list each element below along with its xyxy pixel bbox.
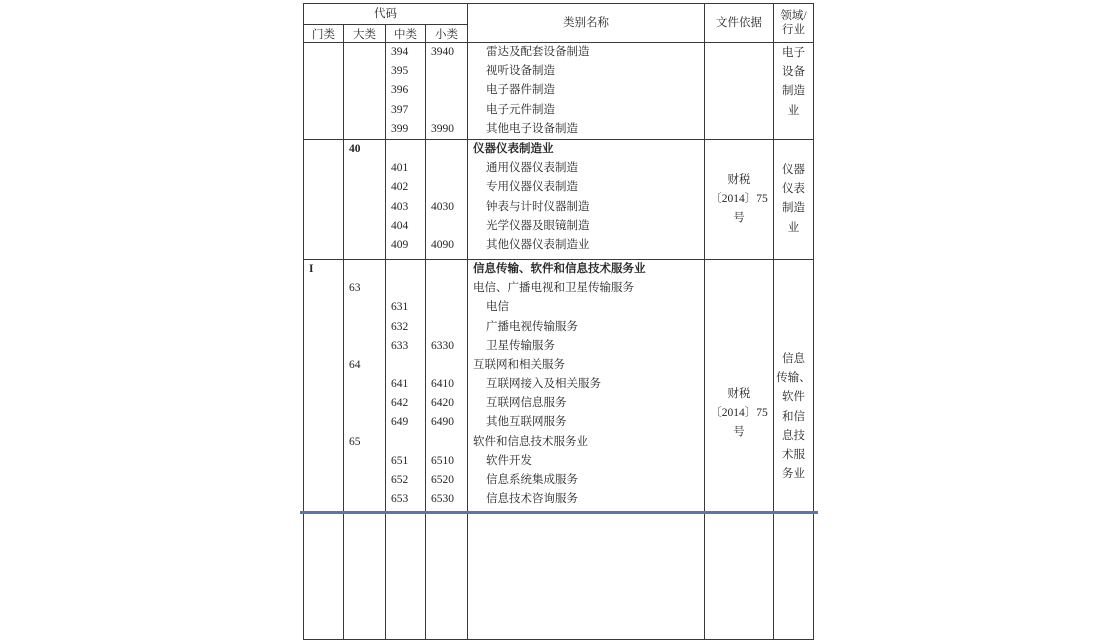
division-code	[349, 375, 385, 394]
field-industry-line: 息技	[782, 429, 805, 442]
class-code	[431, 140, 467, 159]
category-name: 其他互联网服务	[486, 416, 567, 429]
group-code: 633	[391, 339, 409, 352]
document-basis-line: 财税	[727, 387, 751, 400]
field-industry-line: 务业	[782, 468, 805, 481]
group-code: 395	[391, 65, 409, 78]
field-industry-line: 制造	[782, 85, 805, 98]
section-code: I	[309, 262, 314, 275]
block-information-technology	[304, 259, 814, 639]
header-row-code-group	[304, 4, 814, 25]
category-name-cell	[468, 259, 705, 639]
group-code: 631	[391, 301, 409, 314]
class-code: 6520	[431, 474, 454, 486]
class-code: 4090	[431, 238, 454, 251]
group-code: 403	[391, 200, 409, 213]
field-industry-line: 传输、	[776, 372, 811, 385]
code-group-header: 代码	[304, 4, 468, 25]
document-basis-line: 〔2014〕75	[710, 407, 768, 420]
class-code	[431, 279, 467, 298]
industry-classification-table	[303, 3, 814, 640]
group-code-cell	[386, 259, 426, 639]
class-code-cell	[426, 43, 468, 140]
group-code: 649	[391, 416, 409, 429]
category-name: 视听设备制造	[486, 65, 555, 78]
class-code	[431, 318, 467, 337]
field-industry-header-line2: 行业	[782, 24, 805, 36]
category-name-cell	[468, 139, 705, 259]
document-basis-line: 号	[733, 212, 745, 225]
section-code-cell	[304, 43, 344, 140]
category-name: 光学仪器及眼镜制造	[486, 219, 590, 232]
class-code: 6410	[431, 378, 454, 391]
group-code	[391, 260, 425, 279]
division-code: 63	[349, 282, 361, 295]
document-basis-cell	[705, 259, 774, 639]
division-code	[349, 337, 385, 356]
group-col-header: 中类	[386, 25, 426, 43]
field-industry-line: 信息	[782, 352, 805, 365]
class-code: 6330	[431, 339, 454, 352]
category-name: 通用仪器仪表制造	[486, 162, 578, 175]
group-code: 397	[391, 103, 409, 116]
division-code	[349, 394, 385, 413]
field-industry-line: 仪器	[782, 164, 805, 177]
group-code: 401	[391, 162, 409, 175]
class-code-cell	[426, 139, 468, 259]
class-code	[431, 81, 467, 100]
class-code: 6420	[431, 397, 454, 410]
division-code: 40	[349, 142, 361, 155]
field-industry-header	[774, 4, 814, 43]
class-code	[431, 298, 467, 317]
class-code: 4030	[431, 200, 454, 213]
group-code: 396	[391, 84, 409, 97]
field-industry-line: 业	[787, 221, 800, 234]
class-code: 6530	[431, 493, 454, 506]
category-name: 电子器件制造	[486, 84, 555, 97]
class-code: 6490	[431, 416, 454, 429]
group-code	[391, 140, 425, 159]
division-code	[349, 318, 385, 337]
division-code-cell	[344, 43, 386, 140]
category-name: 专用仪器仪表制造	[486, 181, 578, 194]
field-industry-line: 业	[787, 104, 800, 117]
document-basis-line: 财税	[727, 173, 751, 186]
category-name-cell	[468, 43, 705, 140]
table-bottom-accent-line	[300, 511, 818, 514]
category-name-header: 类别名称	[468, 4, 705, 43]
field-industry-line: 软件	[782, 391, 805, 404]
block-electronics-equipment	[304, 43, 814, 140]
group-code-cell	[386, 43, 426, 140]
division-code	[349, 298, 385, 317]
group-code: 642	[391, 397, 409, 410]
category-name: 其他仪器仪表制造业	[486, 238, 590, 251]
group-code: 652	[391, 474, 409, 486]
group-code: 394	[391, 46, 409, 58]
field-industry-header-line1: 领域/	[780, 10, 807, 22]
group-code: 632	[391, 320, 409, 333]
class-code	[431, 356, 467, 375]
class-code: 3940	[431, 46, 454, 58]
class-code-cell	[426, 259, 468, 639]
category-name: 电信、广播电视和卫星传输服务	[473, 282, 634, 295]
category-name: 卫星传输服务	[486, 339, 555, 352]
class-code	[431, 217, 467, 236]
division-code-cell	[344, 139, 386, 259]
category-name: 互联网接入及相关服务	[486, 378, 601, 391]
category-name: 电子元件制造	[486, 103, 555, 116]
field-industry-line: 设备	[782, 66, 805, 79]
category-name: 雷达及配套设备制造	[486, 46, 590, 58]
division-code: 64	[349, 358, 361, 371]
group-code: 404	[391, 219, 409, 232]
group-code	[391, 356, 425, 375]
field-industry-line: 术服	[782, 448, 805, 461]
field-industry-line: 和信	[782, 410, 805, 423]
block-instruments-manufacturing	[304, 139, 814, 259]
group-code: 641	[391, 378, 409, 391]
field-industry-cell	[774, 43, 814, 140]
document-basis-cell	[705, 43, 774, 140]
document-basis-line: 号	[733, 426, 745, 439]
class-code	[431, 433, 467, 452]
class-code	[431, 178, 467, 197]
category-name: 互联网信息服务	[486, 397, 567, 410]
category-name: 软件和信息技术服务业	[473, 435, 588, 448]
group-code	[391, 279, 425, 298]
group-code: 399	[391, 122, 409, 135]
field-industry-cell	[774, 139, 814, 259]
group-code: 402	[391, 181, 409, 194]
section-col-header: 门类	[304, 25, 344, 43]
category-name: 互联网和相关服务	[473, 358, 565, 371]
class-code	[431, 101, 467, 120]
category-name: 电信	[486, 301, 509, 314]
division-code	[349, 260, 385, 279]
group-code: 409	[391, 238, 409, 251]
category-name: 信息技术咨询服务	[486, 493, 578, 506]
category-name: 信息系统集成服务	[486, 474, 578, 486]
group-code	[391, 433, 425, 452]
field-industry-line: 仪表	[782, 183, 805, 196]
document-basis-line: 〔2014〕75	[710, 192, 768, 205]
class-code	[431, 62, 467, 81]
class-code: 6510	[431, 454, 454, 467]
category-name: 仪器仪表制造业	[473, 142, 554, 155]
category-name: 广播电视传输服务	[486, 320, 578, 333]
category-name: 其他电子设备制造	[486, 122, 578, 135]
division-code: 65	[349, 435, 361, 448]
class-code: 3990	[431, 122, 454, 135]
division-col-header: 大类	[344, 25, 386, 43]
class-code	[431, 260, 467, 279]
field-industry-cell	[774, 259, 814, 639]
field-industry-line: 制造	[782, 202, 805, 215]
section-code-cell	[304, 139, 344, 259]
document-basis-header: 文件依据	[705, 4, 774, 43]
document-basis-cell	[705, 139, 774, 259]
category-name: 软件开发	[486, 454, 532, 467]
class-code	[431, 159, 467, 178]
division-code	[349, 413, 385, 432]
field-industry-line: 电子	[782, 47, 805, 59]
group-code: 653	[391, 493, 409, 506]
category-name: 钟表与计时仪器制造	[486, 200, 590, 213]
class-col-header: 小类	[426, 25, 468, 43]
section-code-cell	[304, 259, 344, 639]
group-code-cell	[386, 139, 426, 259]
group-code: 651	[391, 454, 409, 467]
division-code-cell	[344, 259, 386, 639]
category-name: 信息传输、软件和信息技术服务业	[473, 262, 646, 275]
